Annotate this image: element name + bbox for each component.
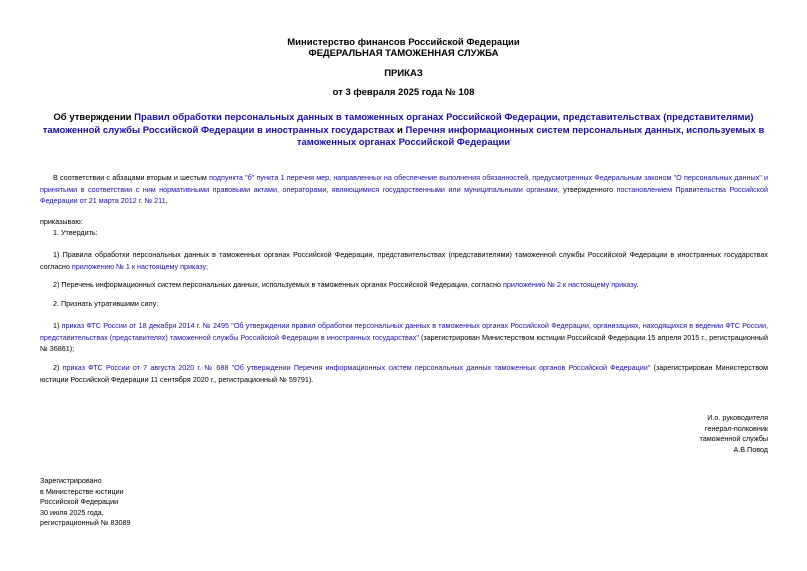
title-text: и [394,124,406,136]
document-type: ПРИКАЗ [384,68,423,79]
item-1-2 [40,279,768,291]
order-2495-link[interactable]: приказ ФТС России от 18 декабря 2014 г. № 2495 "Об утверждении правил обработки персональных данных в таможенных органах Российской Федерации, организациях, находящихся в ведении ФТС России, представительствах (представителях) таможенной службы Российской Федерации в иностранных государствах" [40,321,768,342]
appendix-2-link[interactable]: приложению № 2 к настоящему приказу [502,280,637,289]
registration-line: в Министерстве юстиции [40,486,124,496]
registration-block [40,476,130,529]
ministry-name: Министерство финансов Российской Федерации [287,37,520,48]
signature-name: А.В.Повод [733,444,768,454]
service-name: ФЕДЕРАЛЬНАЯ ТАМОЖЕННАЯ СЛУЖБА [308,48,499,59]
registration-date: 30 июля 2025 года, [40,507,104,517]
title-rules-link[interactable]: Правил обработки персональных данных в таможенных органах Российской Федерации, представительствах (представителями) таможенной службы Российской Федерации в иностранных государствах [42,112,754,136]
item-text: 2) [53,363,63,372]
appendix-1-link[interactable]: приложению № 1 к настоящему приказу [71,261,207,271]
registration-number: регистрационный № 83089 [40,518,131,528]
preamble-text: , [165,196,168,205]
registration-line: Российской Федерации [40,497,119,507]
item-text: 1) Правила обработки персональных данных в таможенных органах Российской Федерации, представительствах (представителями) таможенной службы Российской Федерации в иностранных государствах согласно [40,250,768,271]
title-list-link[interactable]: Перечня информационных систем персональных данных, используемых в таможенных органах Российской Федерации [296,124,765,148]
preamble-resolution-link[interactable]: постановлением Правительства Российской Федерации от 21 марта 2012 г. № 211 [40,184,769,205]
order-688-link[interactable]: приказ ФТС России от 7 августа 2020 г. № 688 "Об утверждении Перечня информационных систем персональных данных таможенных органов Российской Федерации" [62,363,651,372]
preamble-paragraph [40,172,768,207]
item-2-heading: 2. Признать утратившими силу: [53,299,159,308]
item-2-2 [40,362,768,385]
order-word: приказываю: [40,217,83,226]
item-2-1 [40,320,768,355]
signature-line: генерал-полковник [704,423,768,433]
item-1-heading: 1. Утвердить: [53,228,98,237]
item-1-1 [40,249,768,272]
preamble-text: , утвержденного [557,184,617,194]
item-text: ; [206,261,209,271]
item-text: (зарегистрирован Министерством юстиции Российской Федерации 15 апреля 2015 г., регистрационный № 36861); [40,332,768,353]
item-text: 1) [53,321,62,330]
registration-line: Зарегистрировано [40,476,102,485]
title-text: Об утверждении [53,112,135,123]
item-text: 2) Перечень информационных систем персональных данных, используемых в таможенных органах Российской Федерации, согласно [53,280,503,289]
signature-block [700,413,768,455]
signature-line: И.о. руководителя [707,413,768,422]
document-title [40,112,767,150]
preamble-text: В соответствии с абзацами вторым и шестым [53,173,210,182]
item-text: . [636,280,639,289]
preamble-measures-link[interactable]: подпункта "б" пункта 1 перечня мер, направленных на обеспечение выполнения обязанностей, предусмотренных Федеральным законом "О персональных данных" и принятыми в соответствии с ним нормативными правовыми актами, операторами, являющимися государственными или муниципальными органами [40,173,768,194]
document-date-number: от 3 февраля 2025 года № 108 [332,87,475,98]
signature-line: таможенной службы [699,434,768,444]
item-text: (зарегистрирован Министерством юстиции Российской Федерации 11 сентября 2020 г., регистрационный № 59791). [40,363,768,384]
